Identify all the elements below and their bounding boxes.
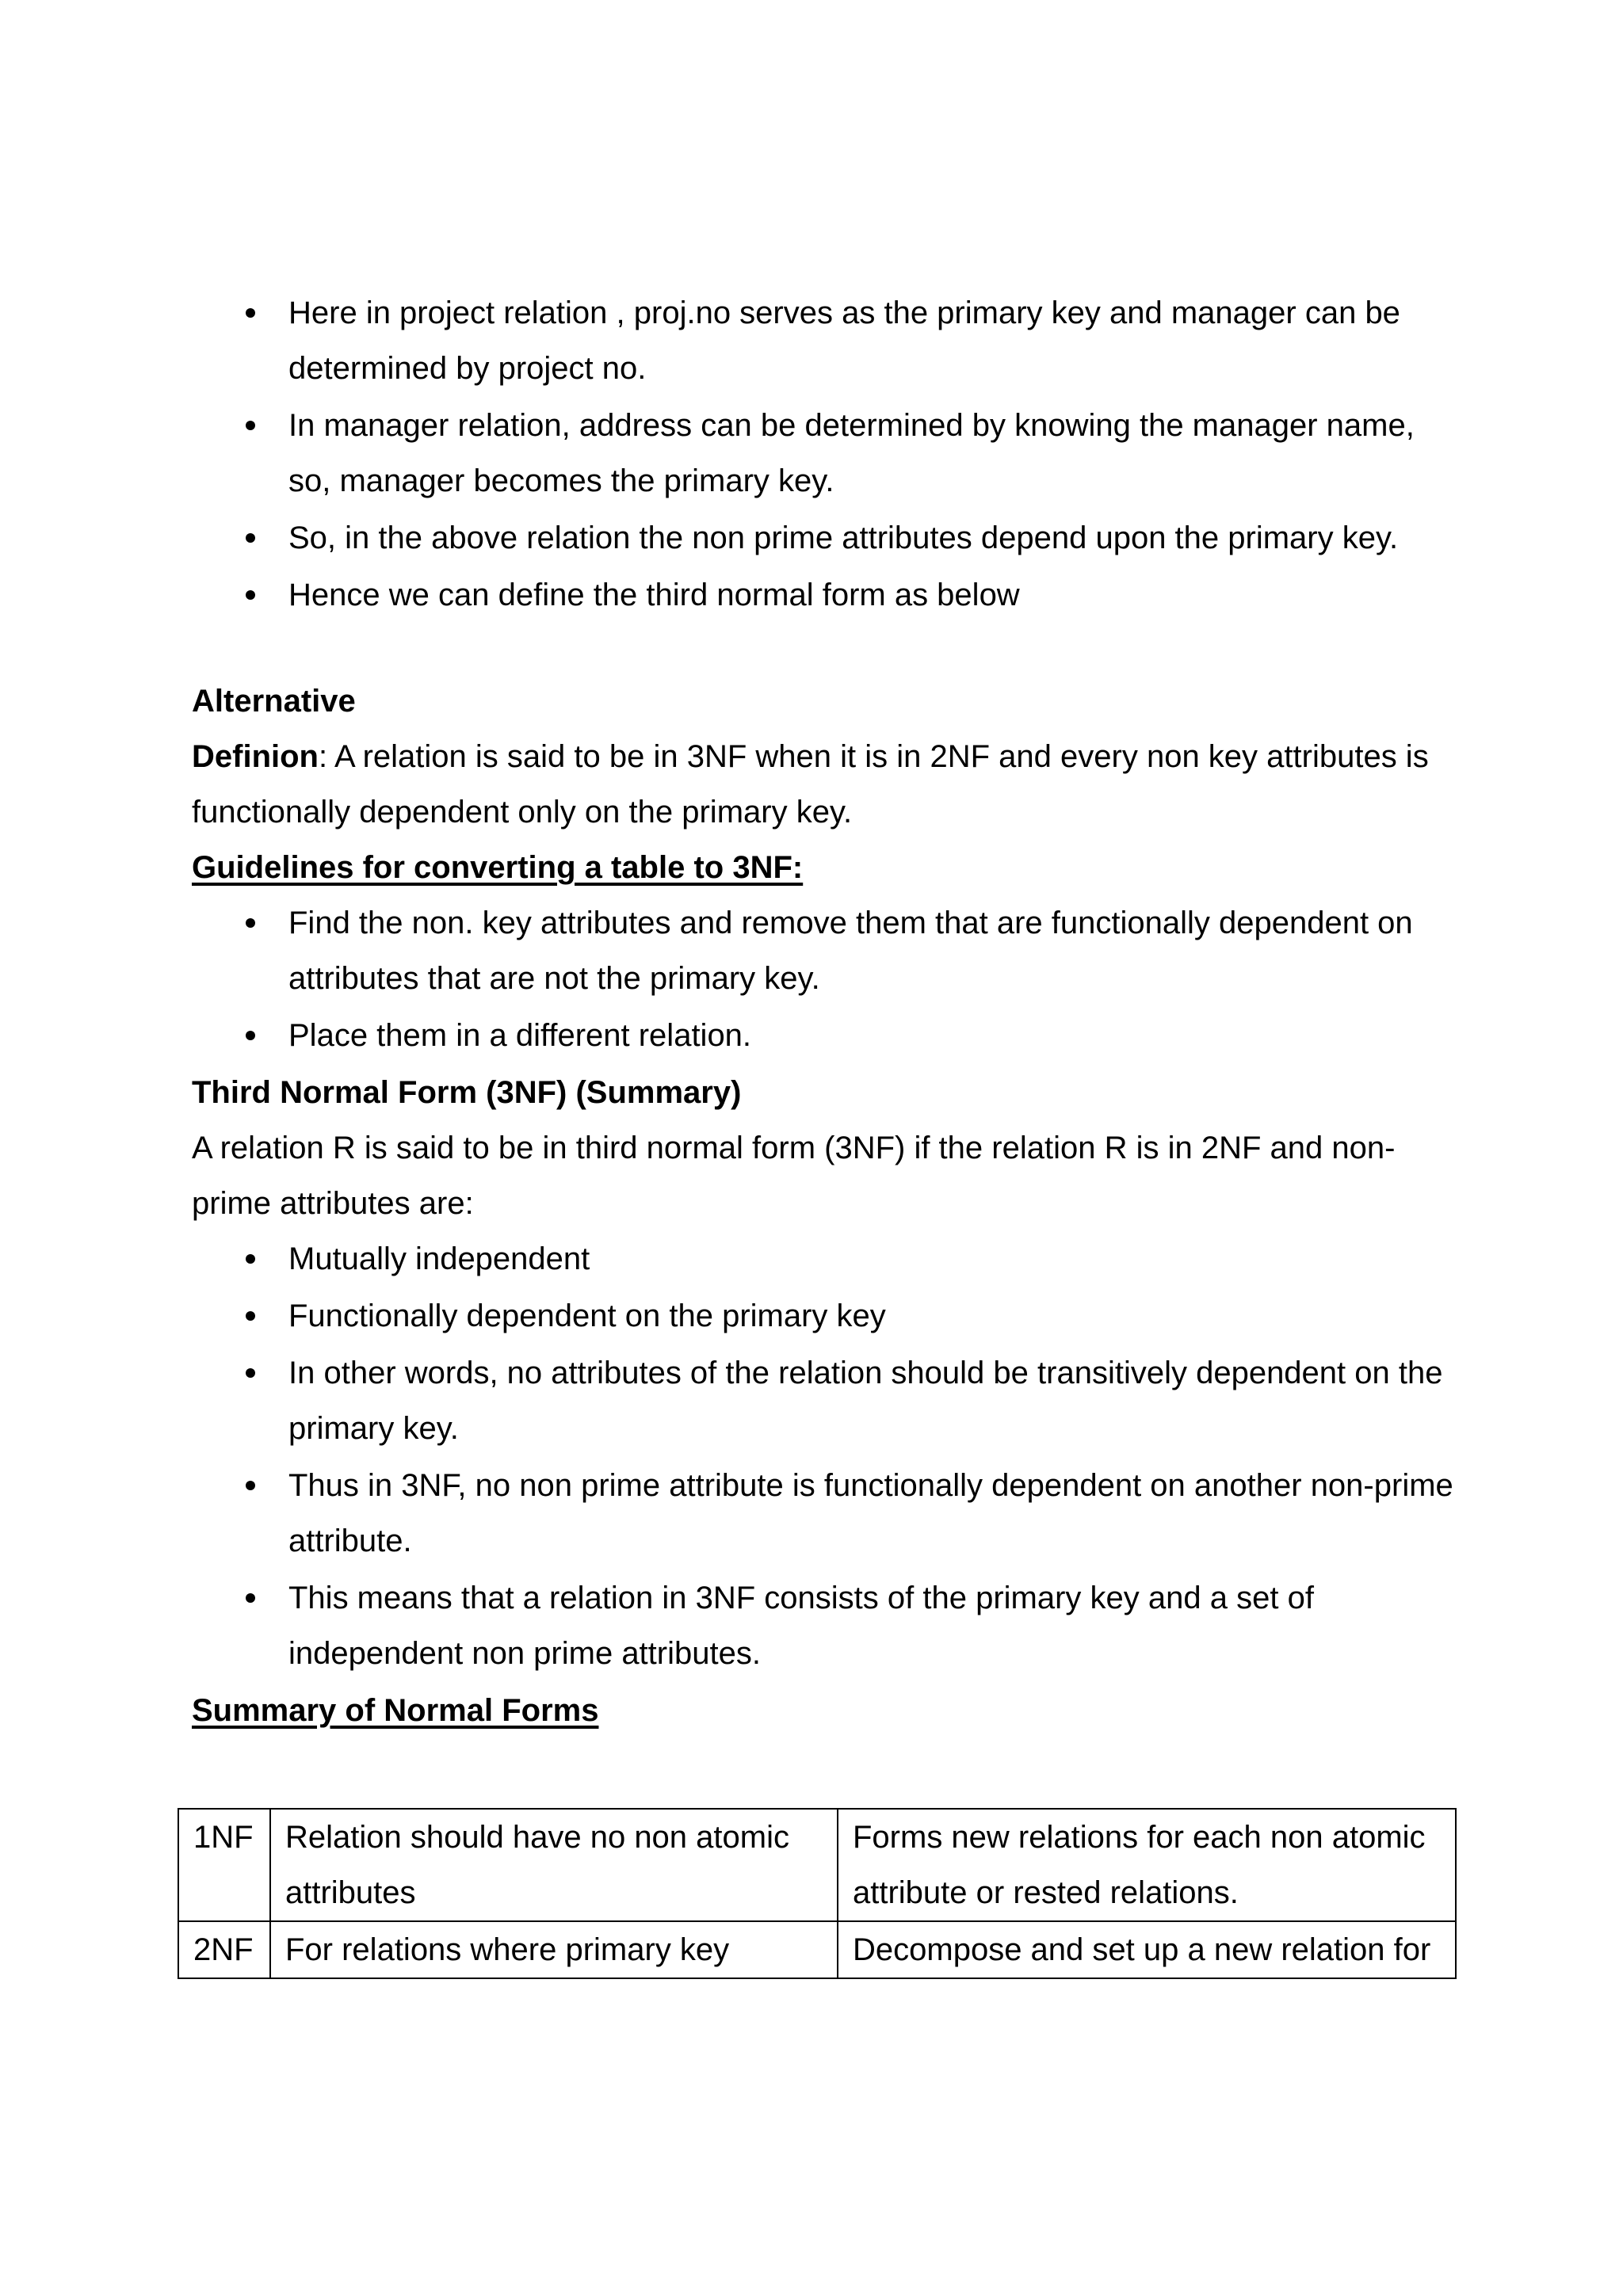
table-cell-form: 1NF xyxy=(178,1809,270,1921)
guidelines-heading: Guidelines for converting a table to 3NF: xyxy=(192,850,804,885)
list-item-text: Place them in a different relation. xyxy=(288,1018,752,1053)
list-item xyxy=(192,1008,1460,1063)
bullet-icon xyxy=(246,590,255,600)
list-item-text: Find the non. key attributes and remove them that are functionally dependent on attributes that are not the primary key. xyxy=(288,906,1413,996)
normal-forms-table xyxy=(178,1808,1457,1979)
bullet-icon xyxy=(246,1368,255,1378)
bullet-icon xyxy=(246,1311,255,1321)
bullet-icon xyxy=(246,1254,255,1264)
list-item xyxy=(192,895,1460,1006)
intro-bullet-list xyxy=(192,285,1460,623)
table-cell-description: For relations where primary key xyxy=(270,1921,838,1978)
list-item-text: Hence we can define the third normal form as below xyxy=(288,578,1020,612)
list-item xyxy=(192,1345,1460,1456)
third-normal-form-intro: A relation R is said to be in third normal form (3NF) if the relation R is in 2NF and non-prime attributes are: xyxy=(192,1131,1396,1221)
list-item-text: In other words, no attributes of the relation should be transitively dependent on the primary key. xyxy=(288,1356,1443,1446)
list-item-text: In manager relation, address can be determined by knowing the manager name, so, manager becomes the primary key. xyxy=(288,408,1415,498)
table-row xyxy=(178,1921,1456,1978)
table-cell-form: 2NF xyxy=(178,1921,270,1978)
list-item-text: Mutually independent xyxy=(288,1241,590,1276)
spacer xyxy=(192,1738,1460,1808)
list-item-text: This means that a relation in 3NF consists of the primary key and a set of independent non prime attributes. xyxy=(288,1581,1314,1671)
document-page xyxy=(192,285,1460,1967)
bullet-icon xyxy=(246,421,255,430)
list-item xyxy=(192,285,1460,396)
list-item xyxy=(192,398,1460,509)
third-normal-form-list xyxy=(192,1231,1460,1681)
list-item xyxy=(192,1458,1460,1569)
list-item xyxy=(192,510,1460,566)
list-item-text: Here in project relation , proj.no serves as the primary key and manager can be determined by project no. xyxy=(288,296,1400,386)
table-cell-description: Relation should have no non atomic attributes xyxy=(270,1809,838,1921)
bullet-icon xyxy=(246,1593,255,1603)
bullet-icon xyxy=(246,1481,255,1490)
alternative-definition xyxy=(192,729,1460,840)
list-item xyxy=(192,567,1460,623)
list-item-text: So, in the above relation the non prime attributes depend upon the primary key. xyxy=(288,521,1399,555)
list-item xyxy=(192,1231,1460,1287)
spacer xyxy=(192,624,1460,673)
alternative-heading: Alternative xyxy=(192,684,356,719)
table-row xyxy=(178,1809,1456,1921)
table-cell-action: Decompose and set up a new relation for xyxy=(838,1921,1456,1978)
summary-of-normal-forms-heading: Summary of Normal Forms xyxy=(192,1693,599,1728)
list-item-text: Thus in 3NF, no non prime attribute is functionally dependent on another non-prime attribute. xyxy=(288,1468,1453,1558)
table-cell-action: Forms new relations for each non atomic attribute or rested relations. xyxy=(838,1809,1456,1921)
bullet-icon xyxy=(246,308,255,318)
guidelines-list xyxy=(192,895,1460,1063)
list-item xyxy=(192,1570,1460,1681)
definition-label: Definion xyxy=(192,739,319,774)
bullet-icon xyxy=(246,1031,255,1040)
third-normal-form-heading: Third Normal Form (3NF) (Summary) xyxy=(192,1075,742,1110)
list-item-text: Functionally dependent on the primary key xyxy=(288,1299,886,1333)
list-item xyxy=(192,1288,1460,1344)
bullet-icon xyxy=(246,533,255,543)
definition-text: : A relation is said to be in 3NF when it is in 2NF and every non key attributes is functionally dependent only on the primary key. xyxy=(192,739,1429,830)
bullet-icon xyxy=(246,918,255,928)
